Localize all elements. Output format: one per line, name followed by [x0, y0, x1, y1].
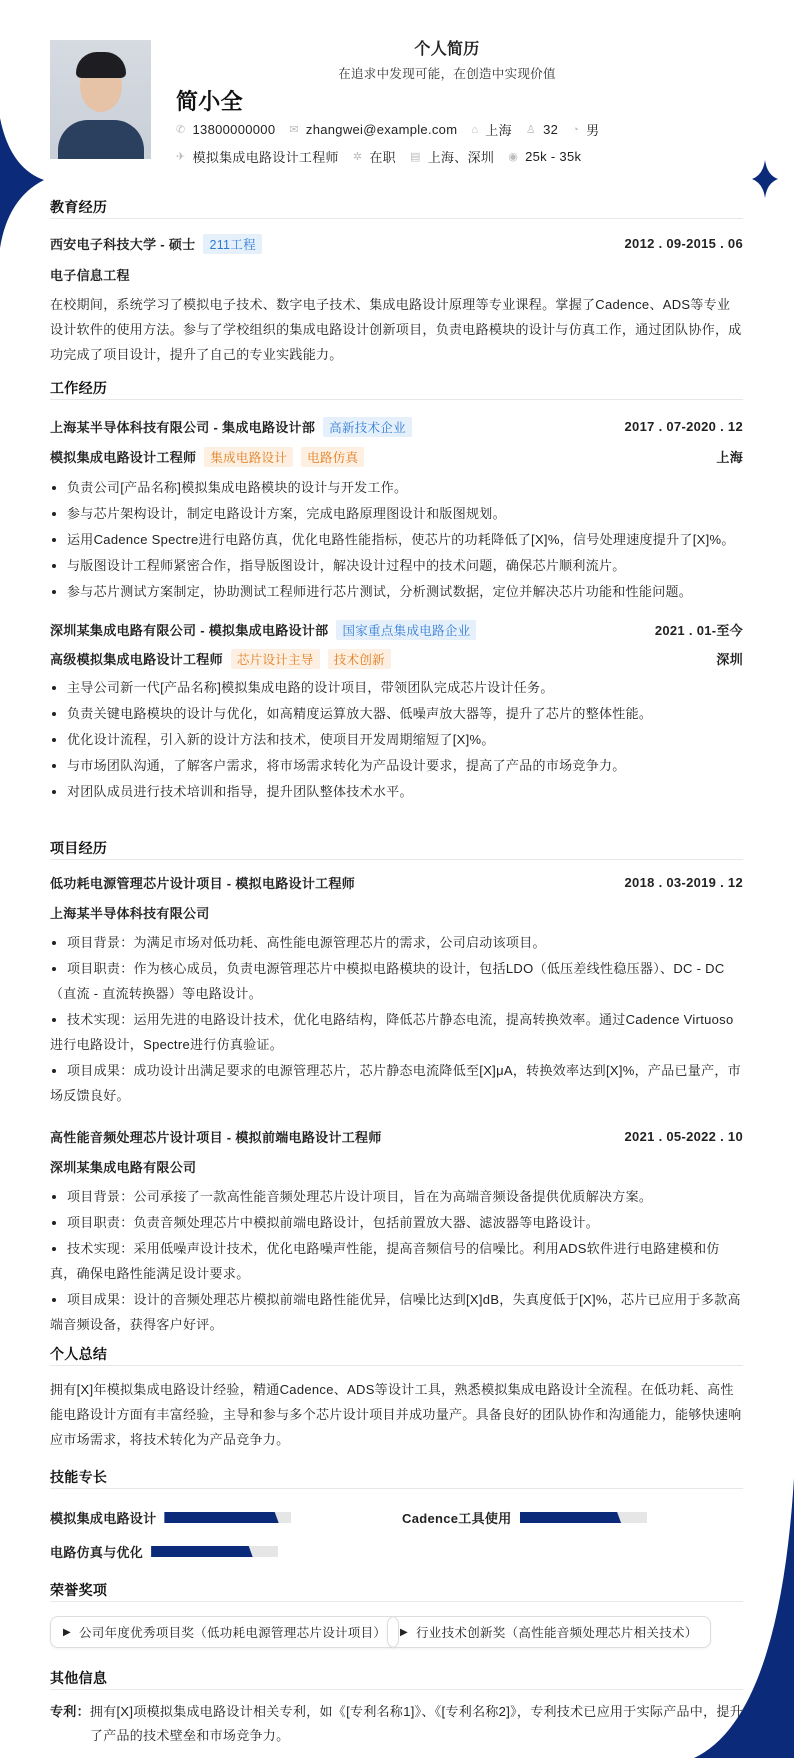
section-heading: 教育经历	[50, 197, 743, 219]
company-tag: 高新技术企业	[323, 417, 412, 437]
list-item: 对团队成员进行技术培训和指导，提升团队整体技术水平。	[50, 779, 743, 804]
list-item: 与版图设计工程师紧密合作，指导版图设计，解决设计过程中的技术问题，确保芯片顺利流片。	[50, 553, 743, 578]
project-title: 低功耗电源管理芯片设计项目 - 模拟电路设计工程师	[50, 876, 356, 891]
city: 上海	[716, 450, 743, 465]
skill-name: Cadence工具使用	[402, 1511, 512, 1526]
date: 2021 . 01-至今	[654, 623, 743, 638]
page-title: 个人简历	[414, 41, 480, 58]
list-item: 项目职责：负责音频处理芯片中模拟前端电路设计，包括前置放大器、滤波器等电路设计。	[50, 1210, 743, 1235]
skill-bar	[520, 1512, 647, 1523]
section-heading: 个人总结	[50, 1344, 743, 1366]
list-item: 负责公司[产品名称]模拟集成电路模块的设计与开发工作。	[50, 475, 743, 500]
age-icon: ♙	[525, 124, 537, 136]
section-heading: 技能专长	[50, 1467, 743, 1489]
major: 电子信息工程	[50, 268, 130, 283]
projects-section	[50, 838, 743, 1337]
list-item: 项目成果：成功设计出满足要求的电源管理芯片，芯片静态电流降低至[X]μA，转换效率达到[X]%，产品已量产，市场反馈良好。	[50, 1058, 743, 1108]
list-item: 优化设计流程，引入新的设计方法和技术，使项目开发周期缩短了[X]%。	[50, 727, 743, 752]
skill-item	[50, 1508, 291, 1527]
skills-section	[50, 1467, 743, 1567]
list-item: 项目背景：公司承接了一款高性能音频处理芯片设计项目，旨在为高端音频设备提供优质解决方案。	[50, 1184, 743, 1209]
decorative-shape-left	[0, 118, 44, 248]
education-section	[50, 197, 743, 367]
job-status: 在职	[369, 150, 396, 165]
skill-item	[402, 1508, 647, 1527]
list-item: 参与芯片架构设计，制定电路设计方案，完成电路原理图设计和版图规划。	[50, 501, 743, 526]
project-company: 深圳某集成电路有限公司	[50, 1160, 197, 1175]
project-entry	[50, 1124, 743, 1337]
project-company: 上海某半导体科技有限公司	[50, 906, 210, 921]
role-tag: 电路仿真	[301, 447, 364, 467]
salary-icon: ◉	[508, 151, 519, 163]
awards-section	[50, 1580, 743, 1660]
skill-item	[50, 1542, 278, 1561]
list-item: 参与芯片测试方案制定，协助测试工程师进行芯片测试，分析测试数据，定位并解决芯片功能和性能问题。	[50, 579, 743, 604]
list-item: 负责关键电路模块的设计与优化，如高精度运算放大器、低噪声放大器等，提升了芯片的整体性能。	[50, 701, 743, 726]
section-heading: 荣誉奖项	[50, 1580, 743, 1602]
list-item: 技术实现：运用先进的电路设计技术，优化电路结构，降低芯片静态电流，提高转换效率。通过Cadence Virtuoso进行电路设计，Spectre进行仿真验证。	[50, 1007, 743, 1057]
other-section	[50, 1668, 743, 1748]
skill-bar-fill	[520, 1512, 622, 1523]
info-row-1	[176, 120, 613, 139]
summary-text: 拥有[X]年模拟集成电路设计经验，精通Cadence、ADS等设计工具，熟悉模拟集成电路设计全流程。在低功耗、高性能电路设计方面有丰富经验，主导和参与多个芯片设计项目并成功量产。具备良好的团队协作和沟通能力，能够快速响应市场需求，将技术转化为产品竞争力。	[50, 1382, 742, 1447]
target-cities: 上海、深圳	[427, 150, 495, 165]
date: 2018 . 03-2019 . 12	[624, 875, 743, 890]
skill-name: 模拟集成电路设计	[50, 1511, 157, 1526]
skill-bar	[164, 1512, 291, 1523]
job-icon: ✈	[176, 151, 186, 163]
school-tag: 211工程	[203, 234, 261, 254]
role-tag: 芯片设计主导	[231, 649, 320, 669]
location: 上海	[485, 123, 512, 138]
list-item: 主导公司新一代[产品名称]模拟集成电路的设计项目，带领团队完成芯片设计任务。	[50, 675, 743, 700]
date: 2017 . 07-2020 . 12	[624, 419, 743, 434]
profile-photo	[50, 40, 151, 159]
company: 上海某半导体科技有限公司 - 集成电路设计部	[50, 420, 316, 435]
job-entry	[50, 617, 743, 804]
triangle-right-icon: ▶	[400, 1626, 408, 1638]
triangle-right-icon: ▶	[63, 1626, 71, 1638]
city-icon: ▤	[409, 151, 421, 163]
mail-icon: ✉	[289, 124, 299, 136]
skill-bar-fill	[151, 1546, 253, 1557]
age: 32	[543, 122, 559, 137]
skill-bar	[151, 1546, 278, 1557]
city: 深圳	[716, 652, 743, 667]
role: 模拟集成电路设计工程师	[50, 450, 197, 465]
company-tag: 国家重点集成电路企业	[336, 620, 476, 640]
list-item: 项目职责：作为核心成员，负责电源管理芯片中模拟电路模块的设计，包括LDO（低压差线性稳压器）、DC - DC（直流 - 直流转换器）等电路设计。	[50, 956, 743, 1006]
project-title: 高性能音频处理芯片设计项目 - 模拟前端电路设计工程师	[50, 1130, 382, 1145]
job-title: 模拟集成电路设计工程师	[192, 150, 339, 165]
job-entry	[50, 414, 743, 604]
patent-label: 专利：	[50, 1704, 90, 1719]
home-icon: ⌂	[471, 123, 479, 136]
patent-text: 拥有[X]项模拟集成电路设计相关专利，如《[专利名称1]》、《[专利名称2]》，专利技术已应用于实际产品中，提升了产品的技术壁垒和市场竞争力。	[89, 1704, 744, 1743]
summary-section	[50, 1344, 743, 1452]
work-section	[50, 378, 743, 804]
page-subtitle: 在追求中发现可能，在创造中实现价值	[338, 67, 556, 81]
award-item	[50, 1616, 399, 1648]
gender-icon: ◔	[572, 123, 580, 136]
education-description: 在校期间，系统学习了模拟电子技术、数字电子技术、集成电路设计原理等专业课程。掌握了Cadence、ADS等专业设计软件的使用方法。参与了学校组织的集成电路设计创新项目，负责电路模块的设计与仿真工作，通过团队协作，成功完成了项目设计，提升了自己的专业实践能力。	[50, 297, 742, 362]
section-heading: 其他信息	[50, 1668, 743, 1690]
gender: 男	[586, 123, 600, 138]
list-item: 技术实现：采用低噪声设计技术，优化电路噪声性能，提高音频信号的信噪比。利用ADS软件进行电路建模和仿真，确保电路性能满足设计要求。	[50, 1236, 743, 1286]
section-heading: 项目经历	[50, 838, 743, 860]
award-item	[387, 1616, 711, 1648]
list-item: 与市场团队沟通，了解客户需求，将市场需求转化为产品设计要求，提高了产品的市场竞争力。	[50, 753, 743, 778]
candidate-name: 简小全	[176, 89, 243, 114]
skill-name: 电路仿真与优化	[50, 1545, 144, 1560]
status-icon: ✲	[352, 151, 363, 163]
list-item: 项目背景：为满足市场对低功耗、高性能电源管理芯片的需求，公司启动该项目。	[50, 930, 743, 955]
award-label: 行业技术创新奖（高性能音频处理芯片相关技术）	[416, 1626, 698, 1640]
role: 高级模拟集成电路设计工程师	[50, 652, 223, 667]
list-item: 运用Cadence Spectre进行电路仿真，优化电路性能指标，使芯片的功耗降低了[X]%，信号处理速度提升了[X]%。	[50, 527, 743, 552]
skill-bar-fill	[164, 1512, 278, 1523]
date: 2012 . 09-2015 . 06	[624, 236, 743, 251]
phone-icon: ✆	[176, 124, 186, 136]
info-row-2	[176, 147, 595, 166]
salary: 25k - 35k	[525, 149, 582, 164]
list-item: 项目成果：设计的音频处理芯片模拟前端电路性能优异，信噪比达到[X]dB，失真度低于[X]%，芯片已应用于多款高端音频设备，获得客户好评。	[50, 1287, 743, 1337]
company: 深圳某集成电路有限公司 - 模拟集成电路设计部	[50, 623, 329, 638]
school: 西安电子科技大学 - 硕士	[50, 237, 196, 252]
project-entry	[50, 870, 743, 1108]
date: 2021 . 05-2022 . 10	[624, 1129, 743, 1144]
sparkle-star-icon	[752, 160, 778, 198]
award-label: 公司年度优秀项目奖（低功耗电源管理芯片设计项目）	[79, 1626, 387, 1640]
phone: 13800000000	[192, 122, 276, 137]
section-heading: 工作经历	[50, 378, 743, 400]
role-tag: 集成电路设计	[204, 447, 293, 467]
email: zhangwei@example.com	[305, 122, 458, 137]
role-tag: 技术创新	[328, 649, 391, 669]
